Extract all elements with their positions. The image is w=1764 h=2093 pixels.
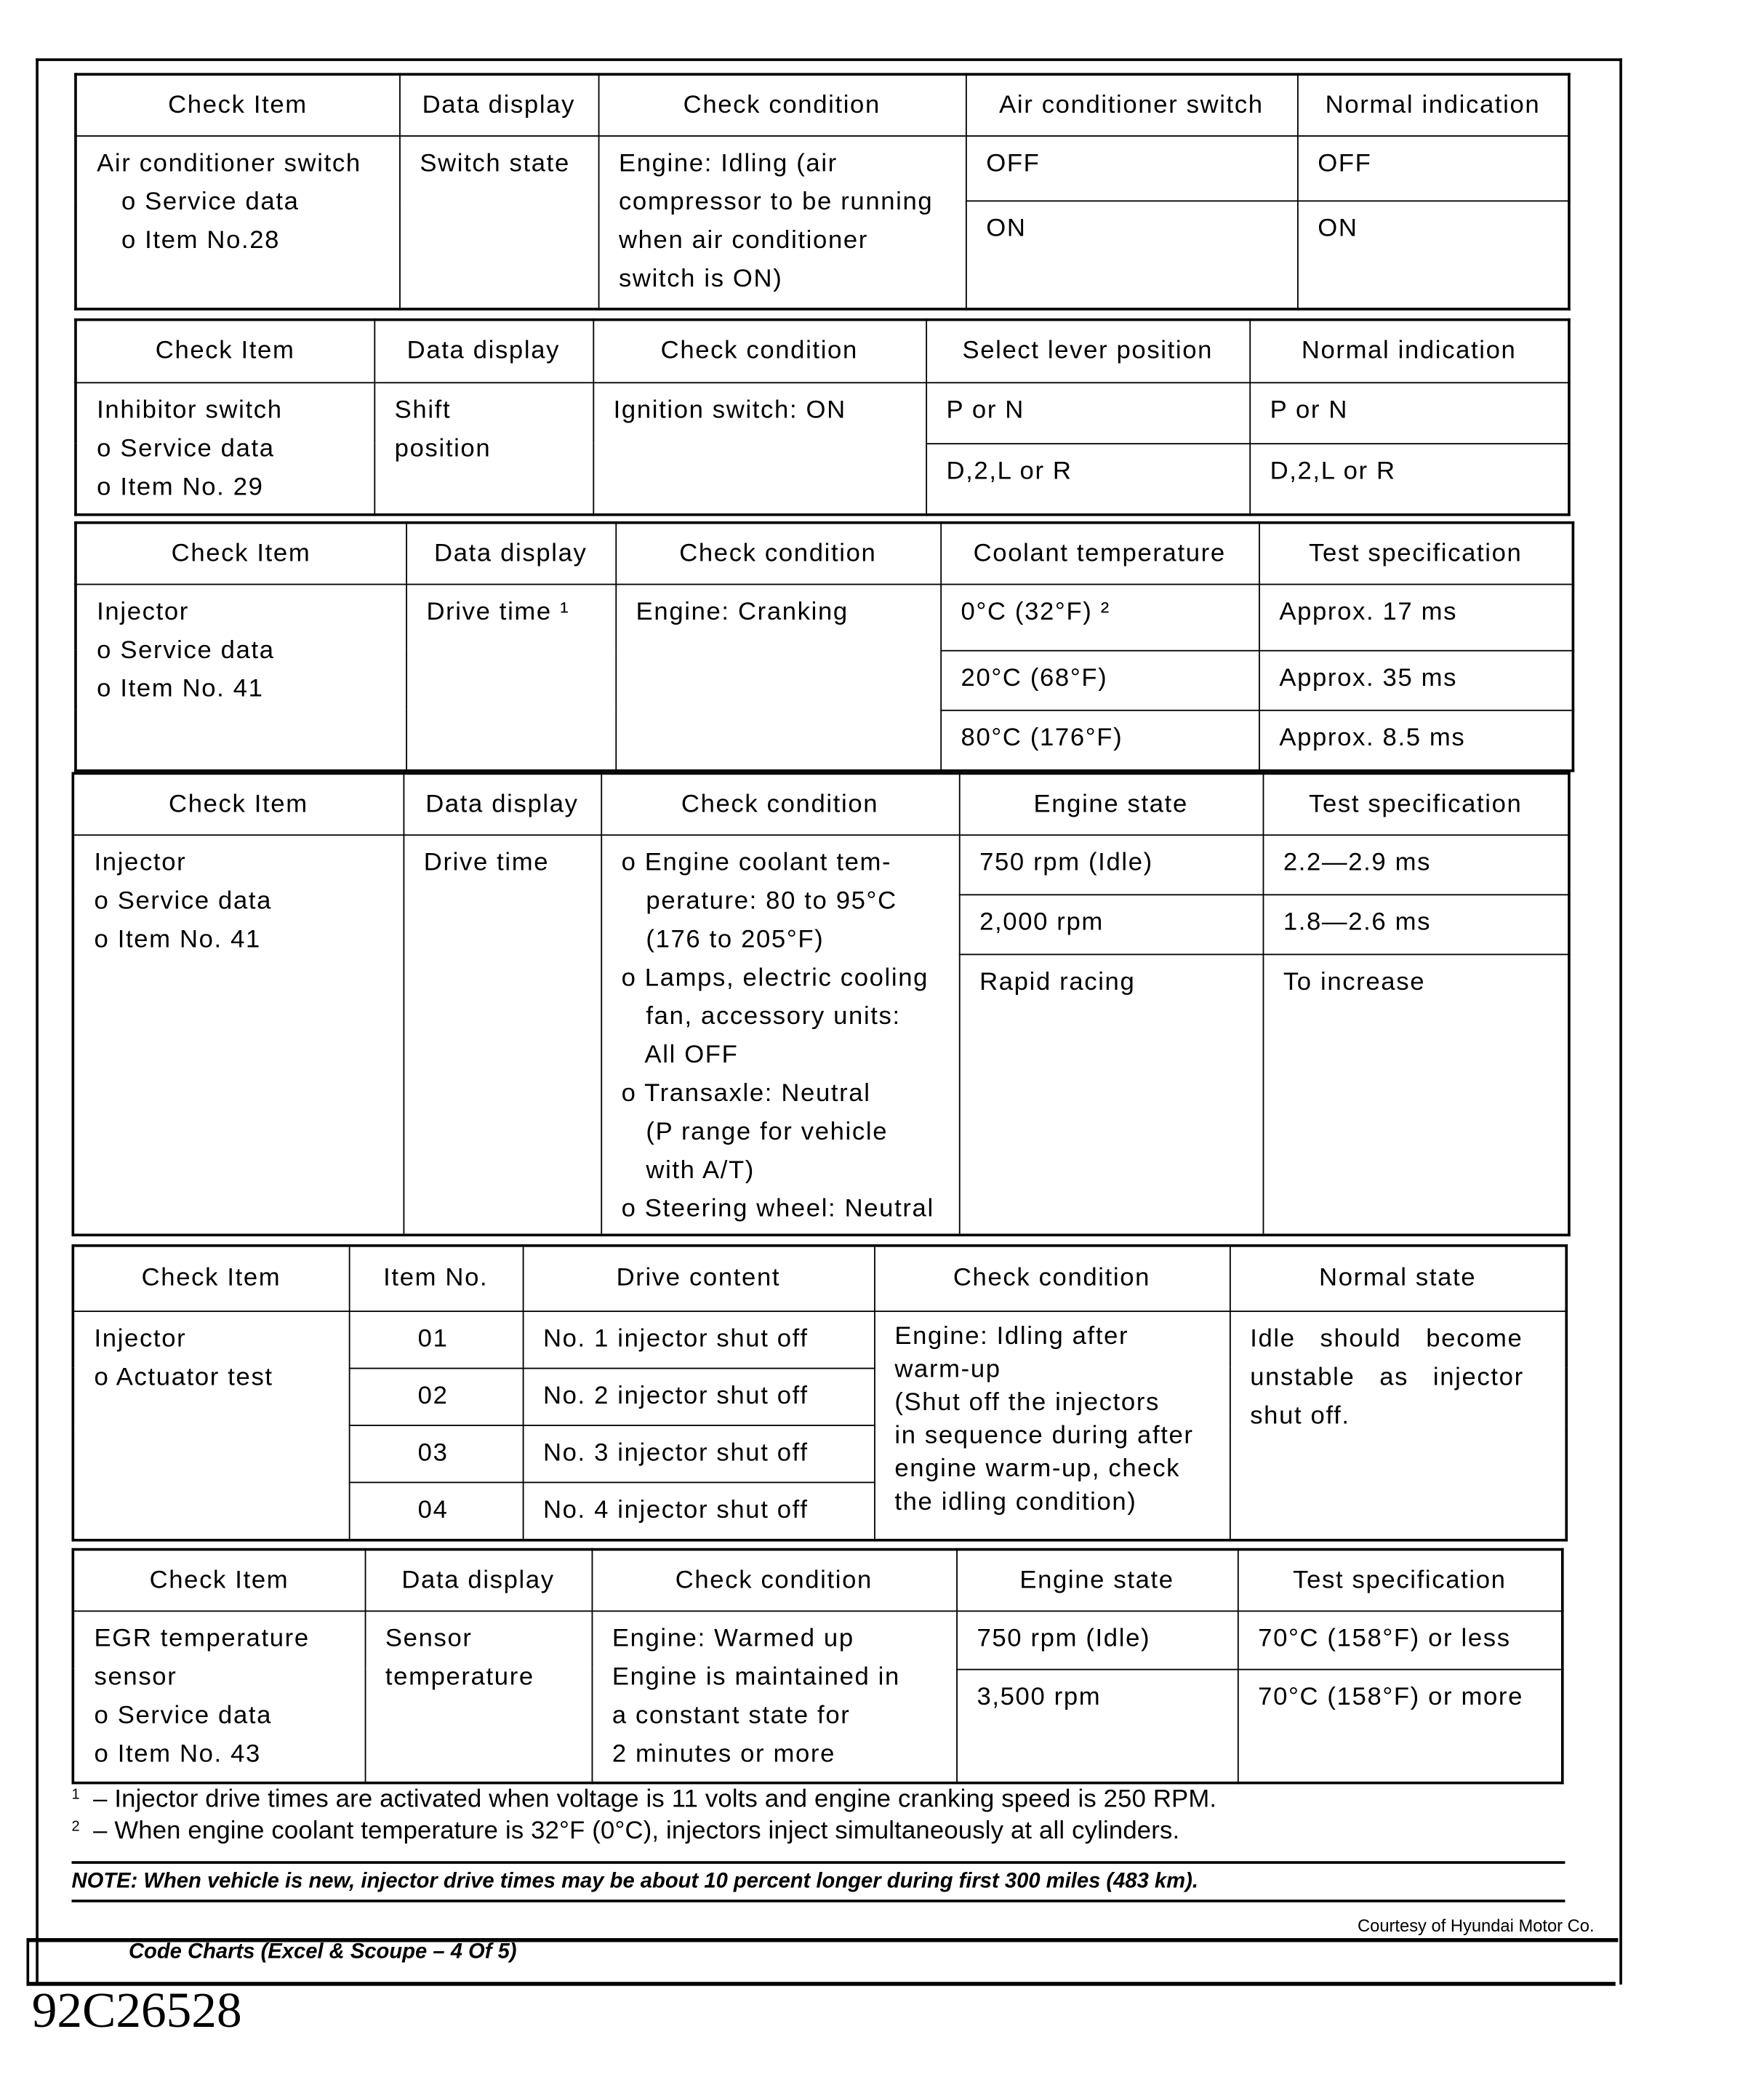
column-header: Test specification	[1263, 773, 1569, 834]
table-cell: ON	[1297, 200, 1569, 309]
check-table	[74, 521, 1574, 772]
table-cell: 20°C (68°F)	[940, 650, 1259, 710]
table-header-row	[76, 523, 1573, 584]
table-cell: 2.2—2.9 ms	[1263, 834, 1569, 894]
table-cell: OFF	[966, 135, 1297, 200]
column-header: Normal state	[1230, 1246, 1566, 1310]
column-header: Test specification	[1238, 1550, 1563, 1611]
column-header: Check Item	[76, 320, 374, 383]
footnote-text: – When engine coolant temperature is 32°F (0°C), injectors inject simultaneously at all cylinders.	[93, 1817, 1180, 1846]
check-table	[72, 1244, 1568, 1542]
column-header: Check Item	[73, 773, 403, 834]
table-row	[76, 135, 1569, 200]
table-cell: 2,000 rpm	[959, 894, 1263, 953]
column-header: Engine state	[959, 773, 1263, 834]
table-cell: Engine: Idling after warm-up (Shut off the injectors in sequence during after engine warm-up, check the idling condition)	[874, 1310, 1230, 1540]
table-cell: D,2,L or R	[1249, 443, 1569, 515]
table-cell: Drive time	[404, 834, 601, 1235]
table-cell: 0°C (32°F) ²	[940, 584, 1259, 650]
table-cell: No. 2 injector shut off	[523, 1368, 874, 1425]
table-cell: 70°C (158°F) or more	[1238, 1669, 1563, 1783]
table-header-row	[76, 74, 1569, 135]
table-cell: OFF	[1297, 135, 1569, 200]
column-header: Check condition	[598, 74, 966, 135]
column-header: Check Item	[73, 1550, 364, 1611]
divider	[26, 1982, 1615, 1985]
table-cell: 750 rpm (Idle)	[959, 834, 1263, 894]
column-header: Check Item	[73, 1246, 348, 1310]
column-header: Data display	[374, 320, 593, 383]
table-cell: Shift position	[374, 382, 593, 514]
table-cell: 02	[349, 1368, 523, 1425]
column-header: Check condition	[592, 1550, 957, 1611]
table-cell: Injector o Actuator test	[73, 1310, 348, 1540]
document-id: 92C26528	[31, 1983, 242, 2039]
column-header: Data display	[365, 1550, 592, 1611]
column-header: Engine state	[956, 1550, 1238, 1611]
column-header: Check condition	[601, 773, 959, 834]
footnote-mark: 2	[71, 1818, 80, 1835]
check-table	[72, 1548, 1564, 1785]
table-cell: Rapid racing	[959, 954, 1263, 1236]
table-cell: Approx. 17 ms	[1259, 584, 1573, 650]
column-header: Check Item	[76, 523, 406, 584]
table-cell: Approx. 8.5 ms	[1259, 710, 1573, 771]
table-row	[73, 834, 1569, 894]
column-header: Normal indication	[1249, 320, 1569, 383]
column-header: Item No.	[349, 1246, 523, 1310]
divider	[72, 1900, 1565, 1902]
table-cell: Injector o Service data o Item No. 41	[76, 584, 406, 771]
footnote-text: – Injector drive times are activated when voltage is 11 volts and engine cranking speed is 250 RPM.	[93, 1785, 1217, 1814]
column-header: Check condition	[615, 523, 940, 584]
table-cell: Switch state	[399, 135, 598, 309]
table-header-row	[73, 773, 1569, 834]
table-cell: 70°C (158°F) or less	[1238, 1610, 1563, 1668]
table-cell: 80°C (176°F)	[940, 710, 1259, 771]
note-text: NOTE: When vehicle is new, injector drive times may be about 10 percent longer during first 300 miles (483 km).	[71, 1870, 1198, 1893]
footnote-mark: 1	[71, 1787, 80, 1803]
column-header: Check condition	[593, 320, 926, 383]
column-header: Select lever position	[926, 320, 1249, 383]
footnote-1	[72, 1785, 1217, 1814]
check-table	[72, 772, 1571, 1236]
table-cell: No. 1 injector shut off	[523, 1310, 874, 1367]
table-cell: P or N	[1249, 382, 1569, 443]
divider	[26, 1938, 29, 1985]
column-header: Coolant temperature	[940, 523, 1259, 584]
table-row	[76, 382, 1569, 443]
table-cell: 750 rpm (Idle)	[956, 1610, 1238, 1668]
check-table	[74, 73, 1571, 311]
column-header: Test specification	[1259, 523, 1573, 584]
table-row	[76, 584, 1573, 650]
column-header: Data display	[404, 773, 601, 834]
table-cell: Engine: Cranking	[615, 584, 940, 771]
table-header-row	[73, 1550, 1562, 1611]
table-cell: 3,500 rpm	[956, 1669, 1238, 1783]
table-cell: EGR temperature sensor o Service data o Item No. 43	[73, 1610, 364, 1782]
footnote-2	[72, 1817, 1180, 1846]
table-cell: ON	[966, 200, 1297, 309]
table-cell: Idle should become unstable as injector shut off.	[1230, 1310, 1566, 1540]
column-header: Air conditioner switch	[966, 74, 1297, 135]
table-cell: Injector o Service data o Item No. 41	[73, 834, 403, 1235]
column-header: Drive content	[523, 1246, 874, 1310]
check-table	[74, 319, 1571, 516]
table-cell: P or N	[926, 382, 1249, 443]
table-header-row	[73, 1246, 1566, 1310]
footer-title: Code Charts (Excel & Scoupe – 4 Of 5)	[128, 1940, 517, 1964]
table-cell: No. 3 injector shut off	[523, 1425, 874, 1481]
table-row	[73, 1310, 1566, 1367]
table-cell: D,2,L or R	[926, 443, 1249, 515]
table-cell: 03	[349, 1425, 523, 1481]
table-cell: Ignition switch: ON	[593, 382, 926, 514]
table-cell: Drive time ¹	[406, 584, 615, 771]
table-cell: o Engine coolant tem- perature: 80 to 95°C (176 to 205°F) o Lamps, electric cooling fan, accessory units: All OFF o Transaxle: Neutral (P range for vehicle with A/T) o Steering wheel: Neutral	[601, 834, 959, 1235]
table-cell: Inhibitor switch o Service data o Item No. 29	[76, 382, 374, 514]
column-header: Normal indication	[1297, 74, 1569, 135]
column-header: Check condition	[874, 1246, 1230, 1310]
table-cell: No. 4 injector shut off	[523, 1482, 874, 1540]
table-cell: 04	[349, 1482, 523, 1540]
column-header: Check Item	[76, 74, 399, 135]
table-cell: To increase	[1263, 954, 1569, 1236]
table-cell: Sensor temperature	[365, 1610, 592, 1782]
divider	[72, 1861, 1565, 1864]
table-header-row	[76, 320, 1569, 383]
table-cell: 01	[349, 1310, 523, 1367]
courtesy-text: Courtesy of Hyundai Motor Co.	[1358, 1916, 1595, 1936]
column-header: Data display	[406, 523, 615, 584]
table-cell: Engine: Idling (air compressor to be running when air conditioner switch is ON)	[598, 135, 966, 309]
table-cell: Engine: Warmed up Engine is maintained in a constant state for 2 minutes or more	[592, 1610, 957, 1782]
column-header: Data display	[399, 74, 598, 135]
table-cell: Approx. 35 ms	[1259, 650, 1573, 710]
table-cell: Air conditioner switch o Service data o Item No.28	[76, 135, 399, 309]
table-row	[73, 1610, 1562, 1668]
table-cell: 1.8—2.6 ms	[1263, 894, 1569, 953]
